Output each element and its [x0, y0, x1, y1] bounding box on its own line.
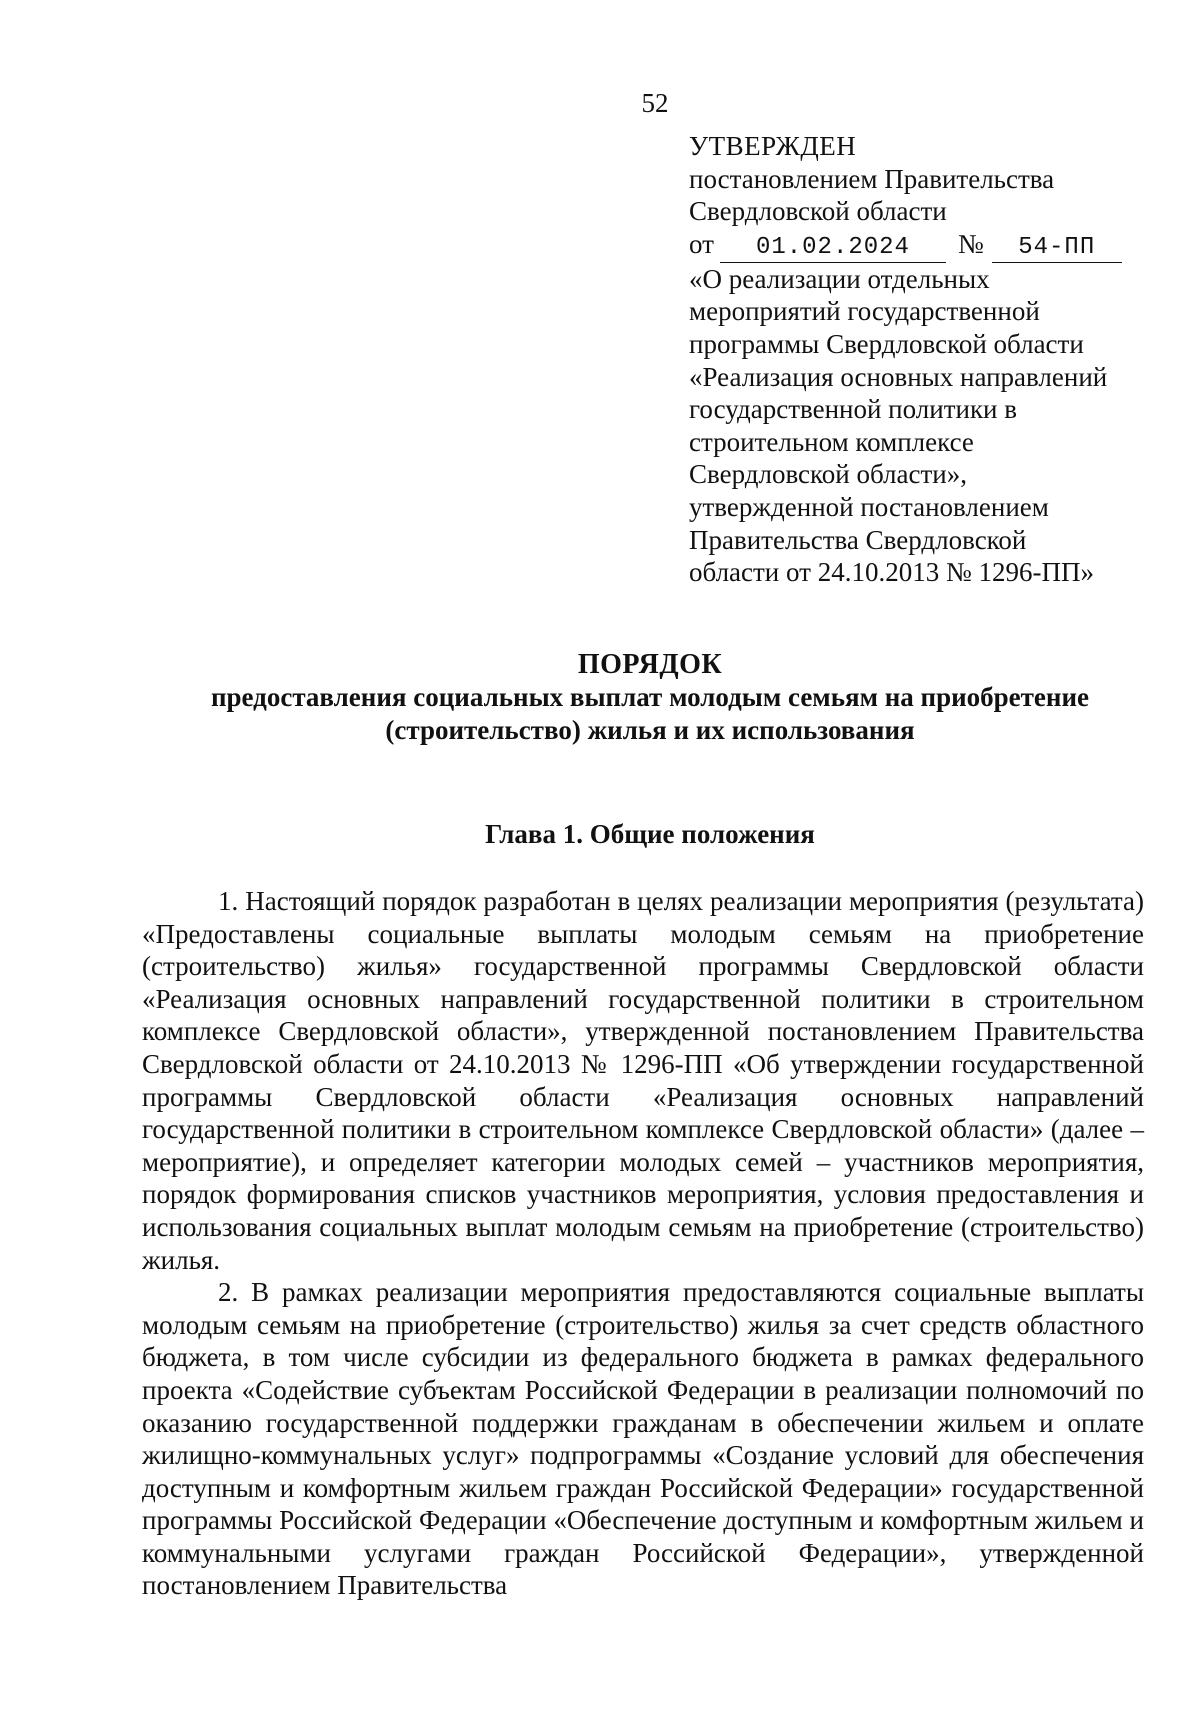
body-text — [142, 885, 1144, 1602]
approval-title-line: государственной политики в — [689, 394, 1018, 425]
approval-title-line: «О реализации отдельных — [689, 263, 990, 294]
approval-line-2: Свердловской области — [689, 196, 947, 227]
document-subtitle-line-2: (строительство) жилья и их использования — [385, 715, 915, 745]
document-subtitle-line-1: предоставления социальных выплат молодым семьям на приобретение — [210, 682, 1089, 712]
approval-title-line: строительном комплексе — [689, 426, 974, 457]
approval-block — [689, 130, 1159, 589]
document-title-block — [150, 648, 1150, 747]
approval-title-line: Свердловской области», — [689, 459, 967, 490]
chapter-heading: Глава 1. Общие положения — [485, 819, 815, 849]
number-prefix: № — [957, 228, 984, 259]
approval-stamp: УТВЕРЖДЕН — [689, 131, 857, 161]
approval-title-line: Правительства Свердловской — [689, 524, 1027, 555]
registration-line — [689, 228, 1159, 263]
approval-title-line: «Реализация основных направлений — [689, 361, 1108, 392]
paragraph-1: 1. Настоящий порядок разработан в целях реализации мероприятия (результата) «Предоставлены социальные выплаты молодым семьям на приобретение (строительство) жилья» государственной программы Свердловской области «Реализация основных направлений государственной политики в строительном комплексе Свердловской области», утвержденной постановлением Правительства Свердловской области от 24.10.2013 № 1296-ПП «Об утверждении государственной программы Свердловской области «Реализация основных направлений государственной политики в строительном комплексе Свердловской области» (далее – мероприятие), и определяет категории молодых семей – участников мероприятия, порядок формирования списков участников мероприятия, условия предоставления и использования социальных выплат молодым семьям на приобретение (строительство) жилья. — [142, 886, 1144, 1275]
approval-line-1: постановлением Правительства — [689, 163, 1055, 194]
page-number: 52 — [641, 88, 669, 118]
registration-date: 01.02.2024 — [720, 234, 946, 263]
document-title: ПОРЯДОК — [577, 649, 723, 680]
registration-number: 54-ПП — [992, 234, 1122, 263]
approval-title-line: программы Свердловской области — [689, 328, 1084, 359]
approval-title-line: области от 24.10.2013 № 1296-ПП» — [689, 557, 1094, 588]
date-prefix: от — [689, 228, 714, 259]
approval-title-line: мероприятий государственной — [689, 296, 1040, 327]
paragraph-2: 2. В рамках реализации мероприятия предоставляются социальные выплаты молодым семьям на приобретение (строительство) жилья за счет средств областного бюджета, в том числе субсидии из федерального бюджета в рамках федерального проекта «Содействие субъектам Российской Федерации в реализации полномочий по оказанию государственной поддержки гражданам в обеспечении жильем и оплате жилищно-коммунальных услуг» подпрограммы «Создание условий для обеспечения доступным и комфортным жильем граждан Российской Федерации» государственной программы Российской Федерации «Обеспечение доступным и комфортным жильем и коммунальными услугами граждан Российской Федерации», утвержденной постановлением Правительства — [142, 1277, 1144, 1601]
approval-title-line: утвержденной постановлением — [689, 491, 1049, 522]
